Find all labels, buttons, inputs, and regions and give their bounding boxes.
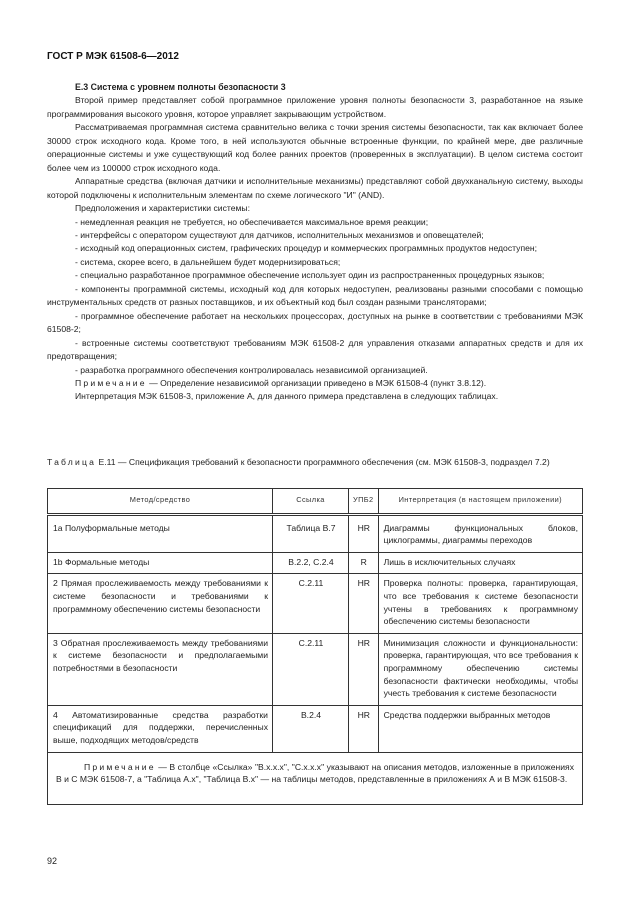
list-item: - немедленная реакция не требуется, но обеспечивается максимальное время реакции;	[75, 216, 429, 227]
list-item: - система, скорее всего, в дальнейшем будет модернизироваться;	[75, 256, 341, 267]
paragraph: Аппаратные средства (включая датчики и исполнительные механизмы) представляют собой двухканальную систему, выходы которой подключены к исполнительным элементам по схеме логического "И" (AND).	[47, 176, 583, 200]
list-item: - интерфейсы с оператором существуют для датчиков, исполнительных механизмов и оповещателей;	[75, 229, 484, 240]
section-title: Е.3 Система с уровнем полноты безопасности 3	[75, 82, 286, 92]
sil-cell: HR	[349, 574, 379, 633]
sil-cell: HR	[349, 705, 379, 752]
method-cell: 1b Формальные методы	[48, 552, 273, 574]
method-cell: 3 Обратная прослеживаемость между требованиями к системе безопасности и предполагаемыми потребностями в безопасности	[48, 633, 273, 705]
column-header: Метод/средство	[48, 489, 273, 515]
reference-cell: С.2.11	[273, 633, 349, 705]
table-row	[48, 705, 583, 752]
table-note-row	[48, 752, 583, 804]
list-item: - исходный код операционных систем, графических процедур и коммерческих программных продуктов недоступен;	[75, 243, 538, 254]
column-header: Ссылка	[273, 489, 349, 515]
table-row	[48, 552, 583, 574]
note-text: — В столбце «Ссылка» "В.х.х.х", "С.х.х.х" указывают на описания методов, изложенные в приложениях В и С МЭК 61508-7, а "Таблица А.х", "Таблица В.х" — на таблицы методов, представленные в приложениях А и В МЭК 61508-3.	[56, 761, 574, 785]
sil-cell: R	[349, 552, 379, 574]
page-number: 92	[47, 856, 58, 866]
table-caption	[47, 456, 583, 469]
list-item: - разработка программного обеспечения контролировалась независимой организацией.	[75, 364, 428, 375]
paragraph: Предположения и характеристики системы:	[75, 203, 250, 214]
table-row	[48, 514, 583, 552]
reference-cell: В.2.2, С.2.4	[273, 552, 349, 574]
list-item: - встроенные системы соответствуют требованиям МЭК 61508-2 для управления отказами аппаратных средств и для их предотвращения;	[47, 337, 583, 362]
reference-cell: Таблица В.7	[273, 514, 349, 552]
reference-cell: С.2.11	[273, 574, 349, 633]
sil-cell: HR	[349, 514, 379, 552]
list-item: - специально разработанное программное обеспечение использует один из распространенных процедурных языков;	[75, 270, 545, 281]
table-header-row	[48, 489, 583, 515]
method-cell: 4 Автоматизированные средства разработки спецификаций для поддержки, перечисленных выше, подходящих методов/средств	[48, 705, 273, 752]
caption-text: Е.11 — Спецификация требований к безопасности программного обеспечения (см. МЭК 61508-3, подраздел 7.2)	[96, 457, 550, 467]
interpretation-cell: Проверка полноты: проверка, гарантирующая, что все требования к системе безопасности учтены в требованиях к программному обеспечению системы безопасности	[378, 574, 582, 633]
note-text: — Определение независимой организации приведено в МЭК 61508-4 (пункт 3.8.12).	[146, 377, 487, 388]
interpretation-cell: Диаграммы функциональных блоков, циклограммы, диаграммы переходов	[378, 514, 582, 552]
interpretation-cell: Лишь в исключительных случаях	[378, 552, 582, 574]
interpretation-cell: Средства поддержки выбранных методов	[378, 705, 582, 752]
paragraph: Второй пример представляет собой программное приложение уровня полноты безопасности 3, разработанное на языке программирования высокого уровня, которое управляет закрывающим устройством.	[47, 95, 583, 119]
list-item: - программное обеспечение работает на нескольких процессорах, доступных на рынке в соответствии с требованиями МЭК 61508-2;	[47, 310, 583, 335]
method-cell: 2 Прямая прослеживаемость между требованиями к системе безопасности и требованиями к программному обеспечению системы безопасности	[48, 574, 273, 633]
table-row	[48, 633, 583, 705]
reference-cell: В.2.4	[273, 705, 349, 752]
paragraph: Рассматриваемая программная система сравнительно велика с точки зрения системы безопасности, так как включает более 30000 строк исходного кода. Кроме того, в ней используются обычные встроенные функции, по крайней мере, две различные операционные системы и уже существующий код более ранних проектов (проверенных в эксплуатации). В целом система состоит более чем из 100000 строк исходного кода.	[47, 122, 583, 173]
column-header: Интерпретация (в настоящем приложении)	[378, 489, 582, 515]
list-item: - компоненты программной системы, исходный код для которых недоступен, реализованы разными способами с помощью инструментальных средств от разных поставщиков, и их объектный код был создан разными трансляторами;	[47, 283, 583, 308]
paragraph: Интерпретация МЭК 61508-3, приложение А, для данного примера представлена в следующих таблицах.	[75, 391, 499, 402]
table-note	[48, 752, 583, 804]
interpretation-cell: Минимизация сложности и функциональности: проверка, гарантирующая, что все требования к программному обеспечению системы безопасности фактически необходимы, чтобы учесть требования к системе безопасности	[378, 633, 582, 705]
note-label: Примечание	[84, 761, 156, 772]
section-body	[47, 81, 583, 404]
method-cell: 1a Полуформальные методы	[48, 514, 273, 552]
caption-label: Таблица	[47, 457, 97, 467]
document-header: ГОСТ Р МЭК 61508-6—2012	[47, 51, 179, 62]
requirements-table	[47, 488, 583, 805]
sil-cell: HR	[349, 633, 379, 705]
column-header: УПБ2	[349, 489, 379, 515]
table-row	[48, 574, 583, 633]
note-label: Примечание	[75, 377, 147, 388]
note	[47, 377, 583, 390]
